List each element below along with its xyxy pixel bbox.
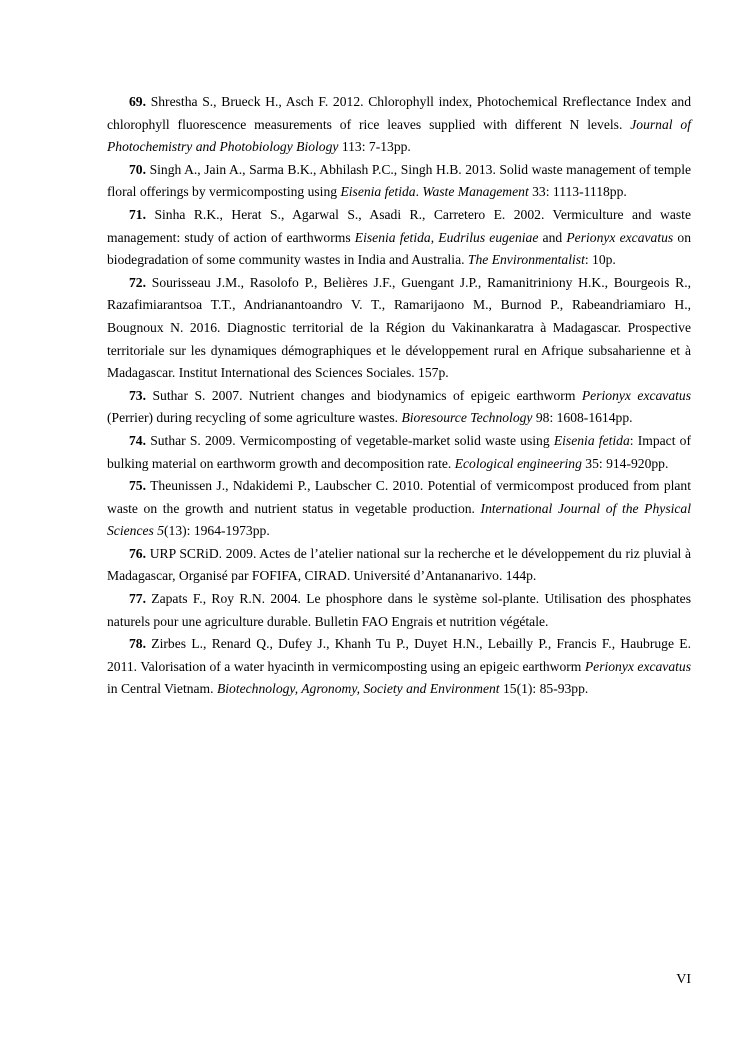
reference-text: Suthar S. 2009. Vermicomposting of vegetable-market solid waste using — [150, 432, 554, 448]
reference-italic-text: Eisenia fetida — [553, 432, 630, 448]
reference-entry — [107, 385, 691, 430]
reference-entry — [107, 204, 691, 272]
reference-italic-text: Eudrilus eugeniae — [438, 229, 539, 245]
reference-number: 78. — [129, 636, 146, 652]
reference-text: 33: 1113-1118pp. — [528, 184, 627, 200]
reference-italic-text: Eisenia fetida — [354, 229, 431, 245]
reference-text: Singh A., Jain A., Sarma B.K., Abhilash P.C., Singh H.B. 2013. Solid waste management of temple floral offerings by vermicomposting using — [107, 161, 692, 200]
reference-list — [107, 91, 691, 701]
reference-text: and — [538, 229, 567, 245]
reference-number: 72. — [129, 274, 146, 290]
reference-entry — [107, 588, 691, 633]
reference-italic-text: Biotechnology, Agronomy, Society and Environment — [216, 681, 500, 697]
reference-text: (13): 1964-1973pp. — [164, 523, 270, 539]
reference-number: 75. — [129, 478, 146, 494]
reference-italic-text: Perionyx excavatus — [584, 658, 692, 674]
reference-text: 35: 914-920pp. — [581, 455, 669, 471]
reference-number: 70. — [129, 161, 146, 177]
reference-text: : 10p. — [584, 252, 616, 268]
reference-number: 73. — [129, 387, 146, 403]
reference-entry — [107, 91, 691, 159]
reference-text: Zirbes L., Renard Q., Dufey J., Khanh Tu P., Duyet H.N., Lebailly P., Francis F., Haubruge E. 2011. Valorisation of a water hyacinth in vermicomposting using an epigeic earthworm — [107, 636, 691, 674]
reference-entry — [107, 633, 691, 701]
reference-number: 76. — [129, 545, 146, 561]
reference-italic-text: Waste Management — [422, 184, 529, 200]
reference-entry — [107, 475, 691, 543]
reference-entry — [107, 543, 691, 588]
reference-text: . — [415, 184, 423, 200]
reference-text: 98: 1608-1614pp. — [532, 410, 633, 426]
reference-italic-text: Journal of Photochemistry and Photobiology Biology — [107, 116, 691, 155]
reference-entry — [107, 430, 691, 475]
reference-text: Zapats F., Roy R.N. 2004. Le phosphore dans le système sol-plante. Utilisation des phosphates naturels pour une agriculture durable. Bulletin FAO Engrais et nutrition végétale. — [107, 591, 691, 629]
reference-italic-text: Bioresource Technology — [401, 410, 533, 426]
reference-number: 69. — [129, 94, 146, 109]
reference-text: on biodegradation of some community wastes in India and Australia. — [107, 229, 691, 268]
reference-number: 74. — [129, 432, 146, 448]
reference-text: 113: 7-13pp. — [338, 139, 411, 155]
reference-italic-text: Perionyx excavatus — [566, 229, 674, 245]
reference-entry — [107, 159, 691, 204]
page-number: VI — [676, 972, 691, 987]
reference-italic-text: Ecological engineering — [454, 455, 582, 471]
reference-italic-text: International Journal of the Physical Sciences 5 — [107, 500, 691, 539]
reference-text: Suthar S. 2007. Nutrient changes and biodynamics of epigeic earthworm — [152, 387, 582, 403]
reference-text: Shrestha S., Brueck H., Asch F. 2012. Chlorophyll index, Photochemical Rreflectance Index and chlorophyll fluorescence measurements of rice leaves supplied with different N levels. — [107, 94, 691, 132]
reference-text: URP SCRiD. 2009. Actes de l’atelier national sur la recherche et le développement du riz pluvial à Madagascar, Organisé par FOFIFA, CIRAD. Université d’Antananarivo. 144p. — [107, 545, 691, 584]
reference-text: (Perrier) during recycling of some agriculture wastes. — [107, 410, 402, 426]
reference-number: 77. — [129, 591, 146, 607]
reference-entry — [107, 272, 691, 385]
reference-text: , — [430, 229, 439, 245]
reference-text: in Central Vietnam. — [107, 681, 217, 697]
reference-text: Sinha R.K., Herat S., Agarwal S., Asadi R., Carretero E. 2002. Vermiculture and waste management: study of action of earthworms — [107, 206, 691, 245]
reference-text: 15(1): 85-93pp. — [499, 681, 589, 697]
reference-number: 71. — [129, 206, 146, 222]
reference-text: : Impact of bulking material on earthworm growth and decomposition rate. — [107, 432, 691, 471]
reference-text: Sourisseau J.M., Rasolofo P., Belières J.F., Guengant J.P., Ramanitriniony H.K., Bourgeois R., Razafimiarantsoa T.T., Andrianantoandro V. T., Ramarijaono M., Burnod P., Rabeandriamiaro H., Bougnoux N. 2016. Diagnostic territorial de la Région du Vakinankaratra à Madagascar. Prospective territoriale sur les dynamiques démographiques et le développement rural en Afrique subsaharienne et à Madagascar. Institut International des Sciences Sociales. 157p. — [107, 274, 692, 381]
reference-text: Theunissen J., Ndakidemi P., Laubscher C. 2010. Potential of vermicompost produced from plant waste on the growth and nutrient status in vegetable production. — [107, 478, 691, 516]
reference-italic-text: Eisenia fetida — [340, 184, 416, 200]
reference-italic-text: The Environmentalist — [467, 252, 585, 268]
reference-italic-text: Perionyx excavatus — [581, 387, 692, 403]
